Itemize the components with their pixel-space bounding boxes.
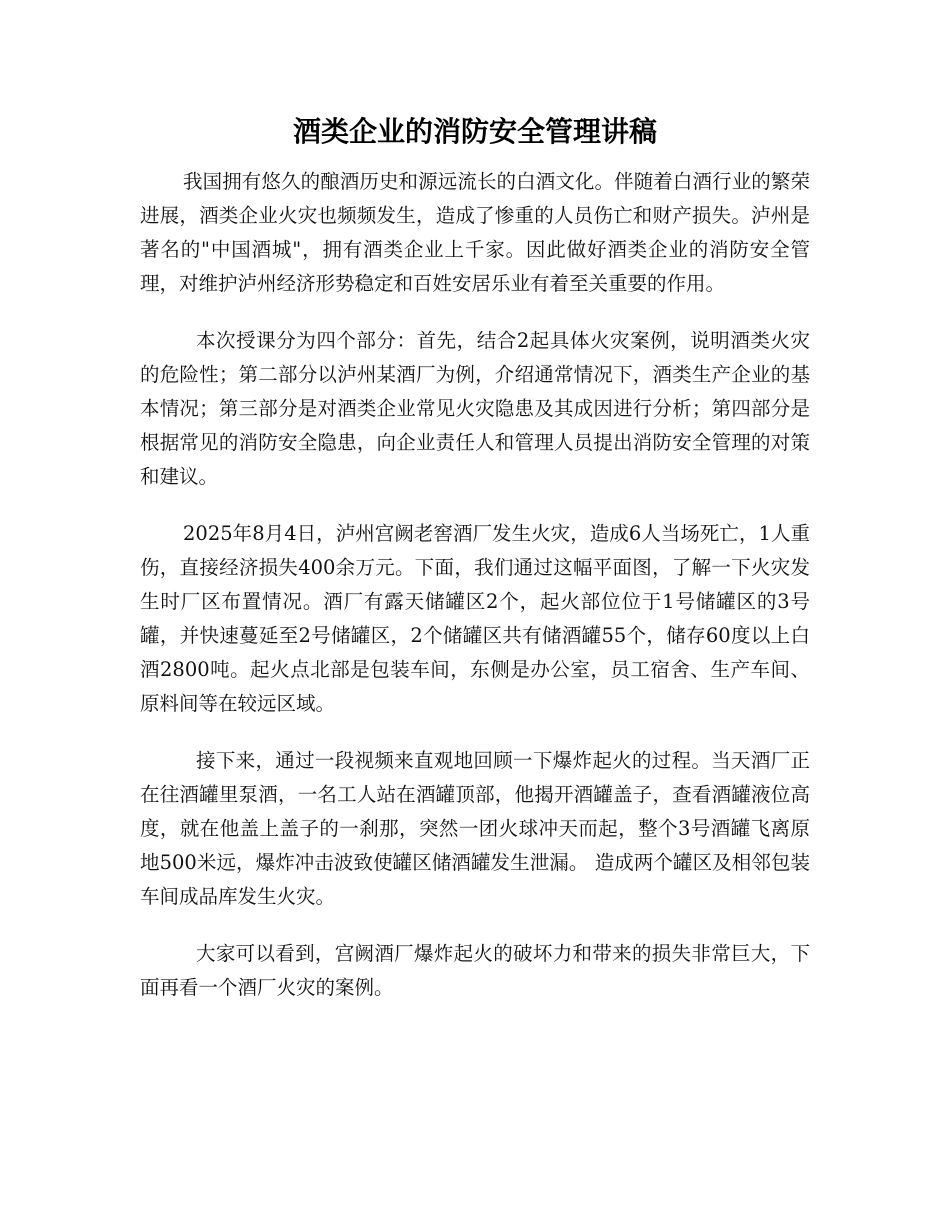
paragraph-intro: 我国拥有悠久的酿酒历史和源远流长的白酒文化。伴随着白酒行业的繁荣进展，酒类企业火灾也频频发生，造成了惨重的人员伤亡和财产损失。泸州是著名的"中国酒城"，拥有酒类企业上千家。因此做好酒类企业的消防安全管理，对维护泸州经济形势稳定和百姓安居乐业有着至关重要的作用。 <box>140 170 810 295</box>
paragraph-course-outline: 本次授课分为四个部分：首先，结合2起具体火灾案例，说明酒类火灾的危险性；第二部分以泸州某酒厂为例，介绍通常情况下，酒类生产企业的基本情况；第三部分是对酒类企业常见火灾隐患及其成因进行分析；第四部分是根据常见的消防安全隐患，向企业责任人和管理人员提出消防安全管理的对策和建议。 <box>140 329 810 488</box>
document-body <box>140 165 810 1028</box>
document-title: 酒类企业的消防安全管理讲稿 <box>292 115 657 148</box>
paragraph-fire-case: 2025年8月4日，泸州宫阙老窖酒厂发生火灾，造成6人当场死亡，1人重伤，直接经济损失400余万元。下面，我们通过这幅平面图，了解一下火灾发生时厂区布置情况。酒厂有露天储罐区2个，起火部位位于1号储罐区的3号罐，并快速蔓延至2号储罐区，2个储罐区共有储酒罐55个，储存60度以上白酒2800吨。起火点北部是包装车间，东侧是办公室，员工宿舍、生产车间、原料间等在较远区域。 <box>140 522 810 715</box>
paragraph-transition: 大家可以看到，宫阙酒厂爆炸起火的破坏力和带来的损失非常巨大，下面再看一个酒厂火灾的案例。 <box>140 942 810 999</box>
paragraph-explosion-process: 接下来，通过一段视频来直观地回顾一下爆炸起火的过程。当天酒厂正在往酒罐里泵酒，一名工人站在酒罐顶部，他揭开酒罐盖子，查看酒罐液位高度，就在他盖上盖子的一刹那，突然一团火球冲天而起，整个3号酒罐飞离原地500米远，爆炸冲击波致使罐区储酒罐发生泄漏。 造成两个罐区及相邻包装车间成品库发生火灾。 <box>140 749 810 908</box>
